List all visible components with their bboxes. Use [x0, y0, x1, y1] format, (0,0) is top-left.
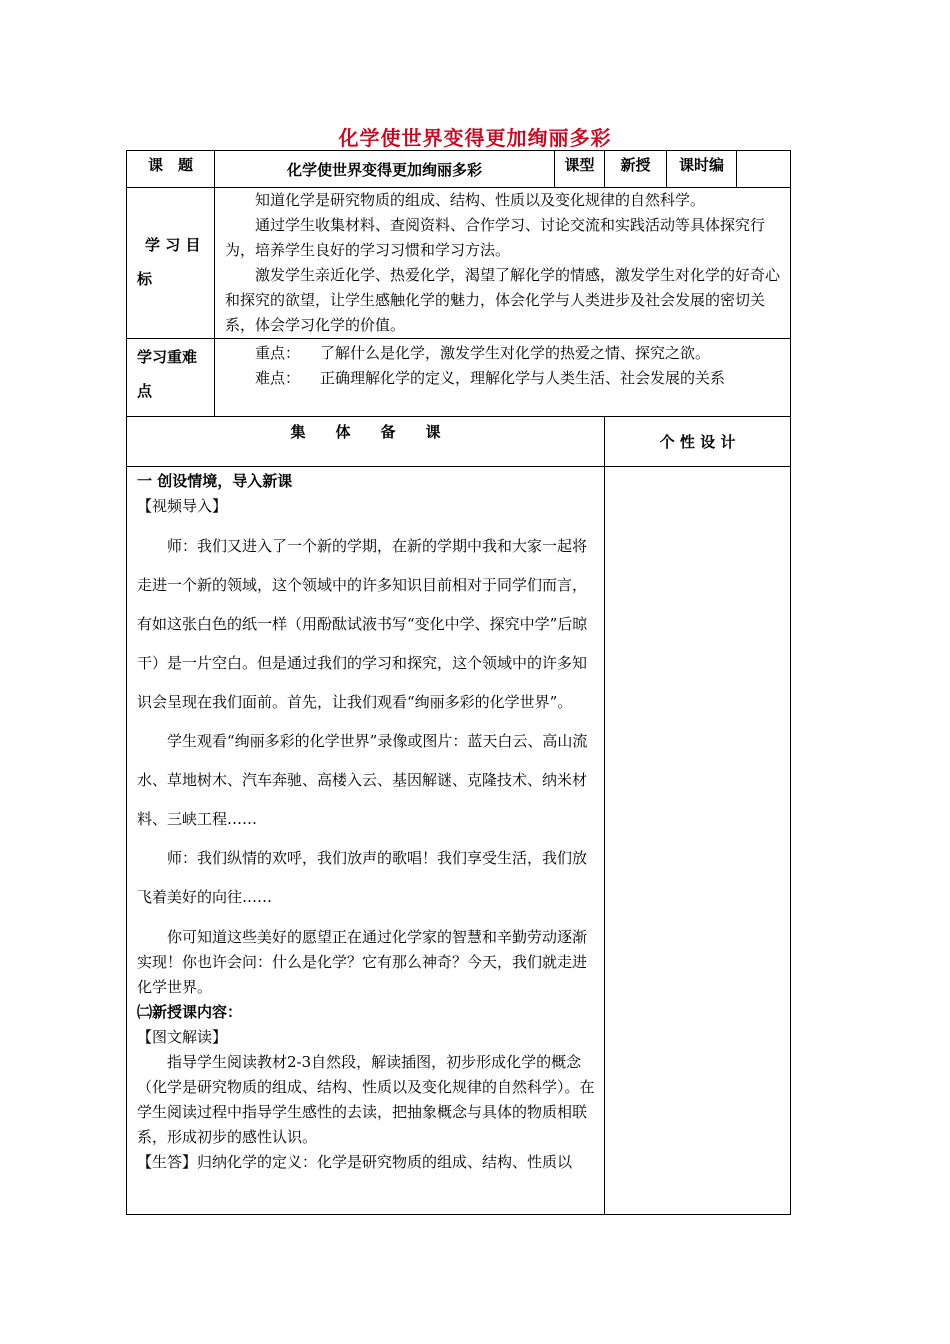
section1-heading: 一 创设情境，导入新课	[137, 472, 293, 490]
section2-heading: ㈡新授课内容：	[137, 1003, 243, 1021]
para-reading: 指导学生阅读教材2-3自然段，解读插图，初步形成化学的概念（化学是研究物质的组成、结构、性质以及变化规律的自然科学）。在学生阅读过程中指导学生感性的去读，把抽象概念与具体的物质相联系，形成初步的感性认识。	[137, 1053, 595, 1146]
type-label: 课型	[555, 151, 605, 188]
objective-1: 知道化学是研究物质的组成、结构、性质以及变化规律的自然科学。	[255, 191, 706, 209]
para-teacher-intro: 师：我们又进入了一个新的学期，在新的学期中我和大家一起将走进一个新的领域，这个领域中的许多知识目前相对于同学们而言，有如这张白色的纸一样（用酚酞试液书写“变化中学、探究中学”后晾干）是一片空白。但是通过我们的学习和探究，这个领域中的许多知识会呈现在我们面前。首先，让我们观看“绚丽多彩的化学世界”。	[137, 537, 588, 711]
para-teacher-cheer: 师：我们纵情的欢呼，我们放声的歌唱！我们享受生活，我们放飞着美好的向往……	[137, 849, 588, 906]
type-value: 新授	[605, 151, 667, 188]
para-students-watch: 学生观看“绚丽多彩的化学世界”录像或图片：蓝天白云、高山流水、草地树木、汽车奔驰、高楼入云、基因解谜、克隆技术、纳米材料、三峡工程……	[137, 732, 588, 828]
answer-tag: 【生答】	[137, 1153, 198, 1171]
header-row	[127, 151, 791, 188]
difficulty-label: 难点：	[255, 369, 301, 387]
difficulty-text: 正确理解化学的定义，理解化学与人类生活、社会发展的关系	[320, 369, 726, 387]
objectives-label: 学 习 目 标	[127, 188, 215, 339]
lesson-plan-table	[126, 150, 791, 1215]
personal-content	[605, 467, 791, 1215]
difficulty-line	[255, 366, 784, 391]
column-header-row	[127, 417, 791, 467]
reading-tag: 【图文解读】	[137, 1028, 228, 1046]
keypoints-row	[127, 339, 791, 417]
content-row	[127, 467, 791, 1215]
objective-3: 激发学生亲近化学、热爱化学，渴望了解化学的情感，激发学生对化学的好奇心和探究的欲望，让学生感触化学的魅力，体会化学与人类进步及社会发展的密切关系，体会学习化学的价值。	[225, 266, 781, 334]
objectives-row	[127, 188, 791, 339]
para-transition: 你可知道这些美好的愿望正在通过化学家的智慧和辛勤劳动逐渐实现！你也许会问：什么是化学？它有那么神奇？今天，我们就走进化学世界。	[137, 928, 588, 996]
objectives-content	[215, 188, 791, 339]
personal-header: 个 性 设 计	[605, 417, 791, 467]
hour-label: 课时编	[667, 151, 737, 188]
topic-value: 化学使世界变得更加绚丽多彩	[215, 151, 555, 188]
keypoints-content	[215, 339, 791, 417]
answer-line	[137, 1150, 596, 1175]
keypoints-label: 学习重难 点	[127, 339, 215, 417]
collective-content	[127, 467, 605, 1215]
hour-value	[737, 151, 791, 188]
answer-text: 归纳化学的定义：化学是研究物质的组成、结构、性质以	[197, 1153, 573, 1171]
focus-label: 重点：	[255, 344, 301, 362]
objective-2: 通过学生收集材料、查阅资料、合作学习、讨论交流和实践活动等具体探究行为，培养学生良好的学习习惯和学习方法。	[225, 216, 766, 259]
focus-line	[255, 341, 784, 366]
video-tag: 【视频导入】	[137, 497, 228, 515]
topic-label: 课 题	[127, 151, 215, 188]
document-title: 化学使世界变得更加绚丽多彩	[338, 126, 612, 150]
collective-header: 集 体 备 课	[127, 417, 605, 467]
focus-text: 了解什么是化学，激发学生对化学的热爱之情、探究之欲。	[320, 344, 711, 362]
